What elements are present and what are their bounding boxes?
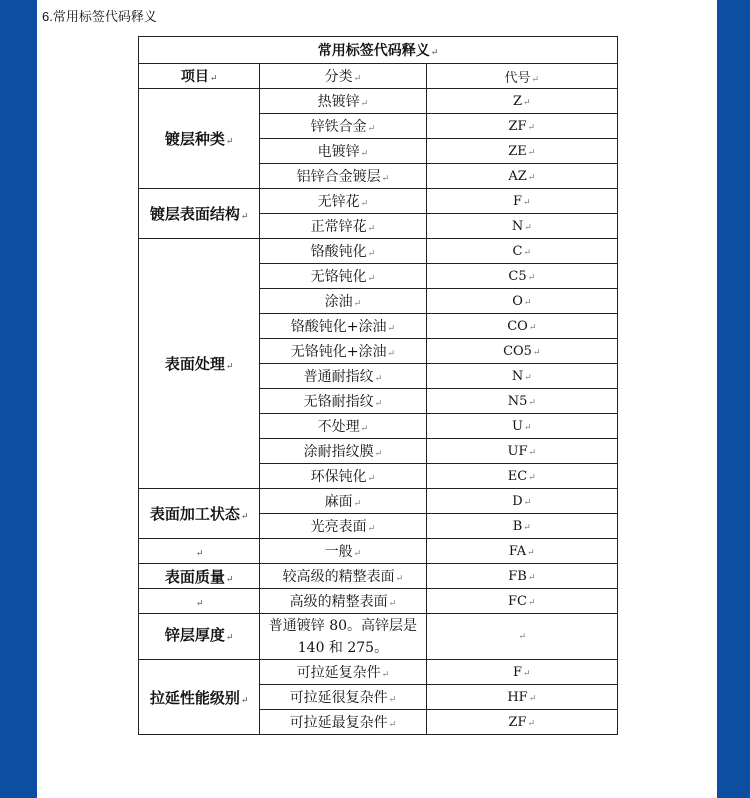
paragraph-mark-icon: ↵ [367,124,376,134]
category-label: 高级的精整表面 [289,594,388,610]
paragraph-mark-icon: ↵ [524,422,532,433]
code-table-body [139,37,618,735]
category-label: 锌铁合金 [310,119,367,135]
code-value-cell [426,364,617,389]
group-label-cell [139,89,260,189]
paragraph-mark-icon: ↵ [360,99,369,109]
code-value-cell [426,685,617,710]
category-label: 麻面 [324,494,353,510]
table-row [139,564,618,589]
paragraph-mark-icon: ↵ [523,522,531,533]
paragraph-mark-icon: ↵ [353,299,362,309]
category-label-cell [260,289,426,314]
category-label-cell [260,389,426,414]
paragraph-mark-icon: ↵ [527,547,535,558]
paragraph-mark-icon: ↵ [523,297,532,308]
group-label: 拉延性能级别 [149,688,240,707]
code-value-cell [426,614,617,660]
paragraph-mark-icon: ↵ [527,122,536,133]
paragraph-mark-icon: ↵ [531,74,540,85]
category-label-cell [260,464,426,489]
paragraph-mark-icon: ↵ [374,399,383,409]
code-value-cell [426,189,617,214]
code-value: CO [507,318,528,334]
code-value-cell [426,464,617,489]
code-value-cell [426,660,617,685]
category-label-cell [260,164,426,189]
code-value: N [511,368,524,384]
category-label-cell [260,314,426,339]
paragraph-mark-icon: ↵ [395,574,404,584]
paragraph-mark-icon: ↵ [381,174,390,184]
paragraph-mark-icon: ↵ [388,695,397,705]
code-value-cell [426,439,617,464]
category-label: 可拉延最复杂件 [289,715,388,731]
table-row [139,189,618,214]
paragraph-mark-icon: ↵ [527,147,536,158]
code-value-cell [426,289,617,314]
group-label-cell [139,614,260,660]
category-label: 可拉延复杂件 [296,665,381,681]
header-code-cell [426,64,617,89]
header-item-cell [139,64,260,89]
table-header-row [139,64,618,89]
header-item: 项目 [180,69,209,85]
paragraph-mark-icon: ↵ [209,74,218,84]
paragraph-mark-icon: ↵ [374,449,383,459]
header-category: 分类 [324,69,353,85]
table-title-cell [139,37,618,64]
paragraph-mark-icon: ↵ [240,695,249,706]
section-heading: 6.常用标签代码释义 [42,9,157,24]
code-value-cell [426,339,617,364]
code-value: ZF [508,714,527,730]
paragraph-mark-icon: ↵ [225,574,234,585]
paragraph-mark-icon: ↵ [388,599,397,609]
group-label-cell [139,489,260,539]
paragraph-mark-icon: ↵ [527,172,536,183]
category-label-cell [260,264,426,289]
code-value: C5 [508,268,527,284]
paragraph-mark-icon: ↵ [528,322,537,333]
paragraph-mark-icon: ↵ [523,197,531,208]
category-label: 无铬钝化+涂油 [290,344,387,360]
paragraph-mark-icon: ↵ [360,199,369,209]
category-label: 可拉延很复杂件 [289,690,388,706]
code-value-cell [426,589,617,614]
paragraph-mark-icon: ↵ [367,474,376,484]
paragraph-mark-icon: ↵ [388,720,397,730]
category-label: 无铬钝化 [310,269,367,285]
code-value-cell [426,264,617,289]
header-category-cell [260,64,426,89]
paragraph-mark-icon: ↵ [528,397,536,408]
category-label-cell [260,589,426,614]
code-value: ZE [508,143,527,159]
table-row [139,89,618,114]
code-value: U [512,418,523,434]
code-value-cell [426,389,617,414]
code-value-cell [426,239,617,264]
category-label: 电镀锌 [317,144,360,160]
group-label-cell [139,239,260,489]
code-value: C [512,243,523,259]
header-code: 代号 [504,70,531,86]
code-value-cell [426,89,617,114]
category-label-cell [260,539,426,564]
code-value: AZ [508,168,527,184]
paragraph-mark-icon: ↵ [225,633,234,643]
paragraph-mark-icon: ↵ [524,222,532,233]
category-label-cell [260,89,426,114]
paragraph-mark-icon: ↵ [360,424,369,434]
paragraph-mark-icon: ↵ [195,549,204,559]
category-label-cell [260,189,426,214]
paragraph-mark-icon: ↵ [523,497,532,508]
category-label-cell [260,685,426,710]
code-value: F [513,664,523,680]
group-label: 表面加工状态 [149,505,240,523]
code-value: FC [508,593,527,609]
paragraph-mark-icon: ↵ [374,374,383,384]
category-label-cell [260,364,426,389]
code-value-cell [426,164,617,189]
table-row [139,660,618,685]
paragraph-mark-icon: ↵ [367,224,376,234]
code-value: CO5 [503,343,532,359]
group-label-cell [139,660,260,735]
category-label: 铬酸钝化 [310,244,367,260]
paragraph-mark-icon: ↵ [353,549,362,559]
paragraph-mark-icon: ↵ [518,632,527,642]
paragraph-mark-icon: ↵ [528,693,537,704]
code-value: EC [507,468,528,484]
group-label-cell [139,589,260,614]
paragraph-mark-icon: ↵ [381,670,390,680]
code-value: ZF [508,118,527,134]
group-label-cell [139,189,260,239]
paragraph-mark-icon: ↵ [367,524,376,534]
paragraph-mark-icon: ↵ [528,472,536,483]
category-label: 光亮表面 [310,519,367,535]
code-value: D [512,493,523,509]
group-label-cell [139,564,260,589]
table-row [139,614,618,660]
paragraph-mark-icon: ↵ [240,212,249,222]
category-label: 涂油 [324,294,353,310]
category-label-cell [260,660,426,685]
code-value-cell [426,564,617,589]
code-value-cell [426,139,617,164]
code-value-cell [426,314,617,339]
paragraph-mark-icon: ↵ [430,48,439,58]
category-label: 涂耐指纹膜 [303,444,374,460]
paragraph-mark-icon: ↵ [527,718,536,729]
paragraph-mark-icon: ↵ [527,272,536,283]
paragraph-mark-icon: ↵ [353,74,362,84]
paragraph-mark-icon: ↵ [387,349,396,359]
paragraph-mark-icon: ↵ [527,572,536,583]
code-value: FA [508,543,527,559]
category-label: 不处理 [317,419,360,435]
category-label: 普通镀锌 80。高锌层是 140 和 275。 [268,617,418,656]
code-value: F [513,193,523,209]
table-title-row [139,37,618,64]
category-label-cell [260,514,426,539]
group-label-cell [139,539,260,564]
category-label: 热镀锌 [317,94,360,110]
paragraph-mark-icon: ↵ [225,137,234,147]
table-row [139,239,618,264]
table-row [139,589,618,614]
code-value: N5 [507,393,528,409]
category-label-cell [260,614,426,660]
paragraph-mark-icon: ↵ [240,512,249,522]
group-label: 镀层表面结构 [149,205,240,223]
code-value-cell [426,114,617,139]
category-label: 铬酸钝化+涂油 [290,319,387,335]
category-label-cell [260,239,426,264]
group-label: 锌层厚度 [164,626,225,644]
code-value: HF [507,689,528,705]
category-label-cell [260,214,426,239]
paragraph-mark-icon: ↵ [528,447,537,458]
category-label: 普通耐指纹 [303,369,374,385]
paragraph-mark-icon: ↵ [387,324,396,334]
category-label: 铝锌合金镀层 [296,169,381,185]
code-value: Z [513,93,523,109]
paragraph-mark-icon: ↵ [532,347,541,358]
table-row [139,539,618,564]
category-label-cell [260,439,426,464]
group-label: 表面质量 [164,567,225,586]
category-label: 较高级的精整表面 [282,569,395,585]
category-label: 无锌花 [317,194,360,210]
category-label-cell [260,139,426,164]
paragraph-mark-icon: ↵ [528,597,536,608]
document-page [37,0,717,798]
category-label-cell [260,114,426,139]
category-label-cell [260,564,426,589]
paragraph-mark-icon: ↵ [353,499,362,509]
category-label: 一般 [324,544,353,560]
category-label: 正常锌花 [310,219,367,235]
category-label-cell [260,489,426,514]
paragraph-mark-icon: ↵ [523,97,531,108]
paragraph-mark-icon: ↵ [523,247,532,258]
code-value-cell [426,414,617,439]
paragraph-mark-icon: ↵ [225,362,234,372]
paragraph-mark-icon: ↵ [195,599,204,609]
code-value: N [511,218,524,234]
group-label: 表面处理 [164,355,225,373]
group-label: 镀层种类 [164,130,225,148]
code-value-cell [426,214,617,239]
category-label: 环保钝化 [310,469,367,485]
category-label-cell [260,710,426,735]
code-value-cell [426,514,617,539]
code-value: B [512,518,523,534]
paragraph-mark-icon: ↵ [360,149,369,159]
category-label-cell [260,414,426,439]
category-label: 无铬耐指纹 [303,394,374,410]
paragraph-mark-icon: ↵ [524,372,532,383]
code-value-cell [426,489,617,514]
code-value: UF [507,443,528,459]
table-row [139,489,618,514]
code-value: FB [508,568,527,584]
table-title: 常用标签代码释义 [317,43,430,59]
paragraph-mark-icon: ↵ [367,274,376,284]
category-label-cell [260,339,426,364]
paragraph-mark-icon: ↵ [367,249,376,259]
code-value-cell [426,710,617,735]
code-table [138,36,618,735]
code-value-cell [426,539,617,564]
code-value: O [512,293,523,309]
paragraph-mark-icon: ↵ [523,668,531,679]
